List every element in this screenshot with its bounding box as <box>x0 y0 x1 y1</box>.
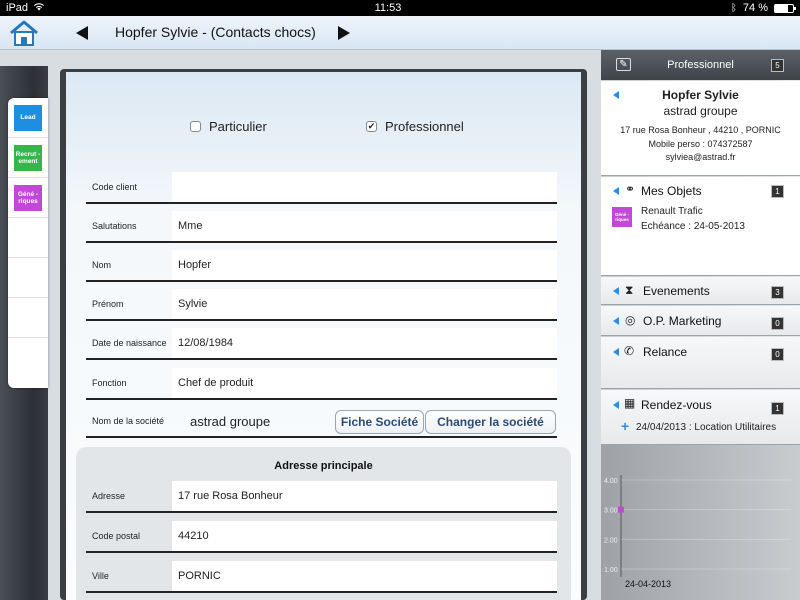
right-panel-title: Professionnel <box>667 59 734 71</box>
wifi-icon <box>33 2 45 14</box>
category-slot[interactable] <box>8 258 48 298</box>
contact-name: Hopfer Sylvie <box>662 88 739 102</box>
category-slot[interactable] <box>8 98 48 138</box>
battery-fill <box>775 5 788 12</box>
marketing-count: 0 <box>771 317 784 330</box>
y-tick-label: 2.00 <box>604 537 618 545</box>
particulier-option[interactable] <box>190 119 310 134</box>
generiques-tag[interactable]: Géné - riques <box>14 185 42 211</box>
adresse-input[interactable]: 17 rue Rosa Bonheur <box>172 481 557 511</box>
chart-svg <box>601 445 800 600</box>
field-label: Date de naissance <box>92 338 167 348</box>
edit-icon[interactable]: ✎ <box>616 58 631 71</box>
fiche-societe-button[interactable]: Fiche Société <box>335 410 424 434</box>
bluetooth-icon: ᛒ <box>730 2 737 14</box>
nav-bar <box>0 16 800 50</box>
previous-arrow-icon[interactable] <box>76 26 88 40</box>
battery-icon <box>774 4 794 13</box>
page-title: Hopfer Sylvie - (Contacts chocs) <box>115 24 316 40</box>
field-code-client <box>86 172 557 204</box>
prenom-input[interactable]: Sylvie <box>172 289 557 319</box>
professionnel-checkbox[interactable]: ✔ <box>367 121 376 131</box>
hourglass-icon: ⧗ <box>625 283 634 297</box>
societe-value: astrad groupe <box>190 413 271 429</box>
right-panel-header <box>601 50 800 80</box>
particulier-checkbox[interactable] <box>190 121 201 132</box>
field-ville <box>86 561 557 593</box>
fonction-input[interactable]: Chef de produit <box>172 368 557 398</box>
ville-input[interactable]: PORNIC <box>172 561 557 591</box>
phone-forward-icon: ✆ <box>624 344 635 358</box>
generiques-tag: Géné - riques <box>612 207 632 227</box>
battery-percent: 74 % <box>742 2 768 14</box>
rendez-vous-item[interactable]: 24/04/2013 : Location Utilitaires <box>636 422 777 433</box>
field-label: Nom de la société <box>92 416 165 426</box>
y-tick-label: 1.00 <box>604 567 618 574</box>
category-slot[interactable] <box>8 218 48 258</box>
category-panel <box>8 98 48 388</box>
category-slot[interactable] <box>8 298 48 338</box>
field-label: Code postal <box>92 531 141 541</box>
field-date-naissance <box>86 328 557 360</box>
expand-arrow-icon[interactable] <box>613 317 619 325</box>
category-slot[interactable] <box>8 178 48 218</box>
professionnel-label: Professionnel <box>385 119 464 134</box>
y-tick-label: 4.00 <box>604 478 618 485</box>
activity-chart <box>601 445 800 600</box>
address-section-title: Adresse principale <box>274 460 373 472</box>
relance-card[interactable] <box>601 337 800 389</box>
evenements-card[interactable] <box>601 277 800 305</box>
expand-arrow-icon[interactable] <box>613 287 619 295</box>
field-label: Code client <box>92 182 138 192</box>
right-panel <box>601 50 800 600</box>
field-label: Fonction <box>92 378 127 388</box>
expand-arrow-icon[interactable] <box>613 348 619 356</box>
mes-objets-card[interactable] <box>601 177 800 276</box>
code-postal-input[interactable]: 44210 <box>172 521 557 551</box>
category-slot[interactable] <box>8 138 48 178</box>
date-naissance-input[interactable]: 12/08/1984 <box>172 328 557 358</box>
marketing-card[interactable] <box>601 306 800 336</box>
home-icon[interactable] <box>8 19 40 47</box>
objet-echeance: Echéance : 24-05-2013 <box>641 221 745 232</box>
particulier-label: Particulier <box>209 119 267 134</box>
contact-email: sylviea@astrad.fr <box>665 152 736 162</box>
calendar-icon: ▦ <box>624 396 636 410</box>
next-arrow-icon[interactable] <box>338 26 350 40</box>
field-label: Nom <box>92 260 112 270</box>
field-fonction <box>86 368 557 400</box>
contact-address: 17 rue Rosa Bonheur , 44210 , PORNIC <box>620 125 781 135</box>
marketing-title: O.P. Marketing <box>643 314 722 328</box>
salutations-input[interactable]: Mme <box>172 211 557 241</box>
target-icon: ◎ <box>625 313 636 327</box>
link-icon: ⚭ <box>625 182 636 196</box>
expand-arrow-icon[interactable] <box>613 401 619 409</box>
expand-arrow-icon[interactable] <box>613 187 619 195</box>
data-point <box>618 507 624 513</box>
evenements-title: Evenements <box>643 284 710 298</box>
contact-mobile: Mobile perso : 074372587 <box>648 139 753 149</box>
mes-objets-title: Mes Objets <box>641 184 702 198</box>
field-label: Adresse <box>92 491 126 501</box>
field-adresse <box>86 481 557 513</box>
relance-count: 0 <box>771 348 784 361</box>
device-name: iPad <box>6 2 29 14</box>
add-icon[interactable]: + <box>621 418 630 434</box>
field-nom <box>86 250 557 282</box>
clock: 11:53 <box>374 2 402 14</box>
objet-name[interactable]: Renault Trafic <box>641 206 703 217</box>
status-bar <box>0 0 800 16</box>
field-label: Prénom <box>92 299 124 309</box>
rendez-vous-title: Rendez-vous <box>641 398 712 412</box>
evenements-count: 3 <box>771 286 784 299</box>
y-tick-label: 3.00 <box>604 507 618 515</box>
x-tick-label: 24-04-2013 <box>625 579 672 589</box>
changer-societe-button[interactable]: Changer la société <box>425 410 556 434</box>
contact-company: astrad groupe <box>663 104 738 118</box>
field-prenom <box>86 289 557 321</box>
nom-input[interactable]: Hopfer <box>172 250 557 280</box>
rendez-vous-count: 1 <box>771 402 784 415</box>
field-label: Salutations <box>92 221 137 231</box>
field-salutations <box>86 211 557 243</box>
contact-card[interactable] <box>601 81 800 176</box>
category-slot[interactable] <box>8 338 48 378</box>
address-section <box>76 447 571 600</box>
mes-objets-count: 1 <box>771 185 784 198</box>
field-label: Ville <box>92 571 109 581</box>
contact-form <box>66 72 581 600</box>
relance-title: Relance <box>643 345 688 359</box>
field-code-postal <box>86 521 557 553</box>
header-count-badge: 5 <box>771 59 784 72</box>
rendez-vous-card[interactable] <box>601 390 800 445</box>
lead-tag[interactable]: Lead <box>14 105 42 131</box>
professionnel-option[interactable] <box>366 119 516 134</box>
recrutement-tag[interactable]: Recrut - ement <box>14 145 42 171</box>
code-client-input[interactable] <box>172 172 557 202</box>
